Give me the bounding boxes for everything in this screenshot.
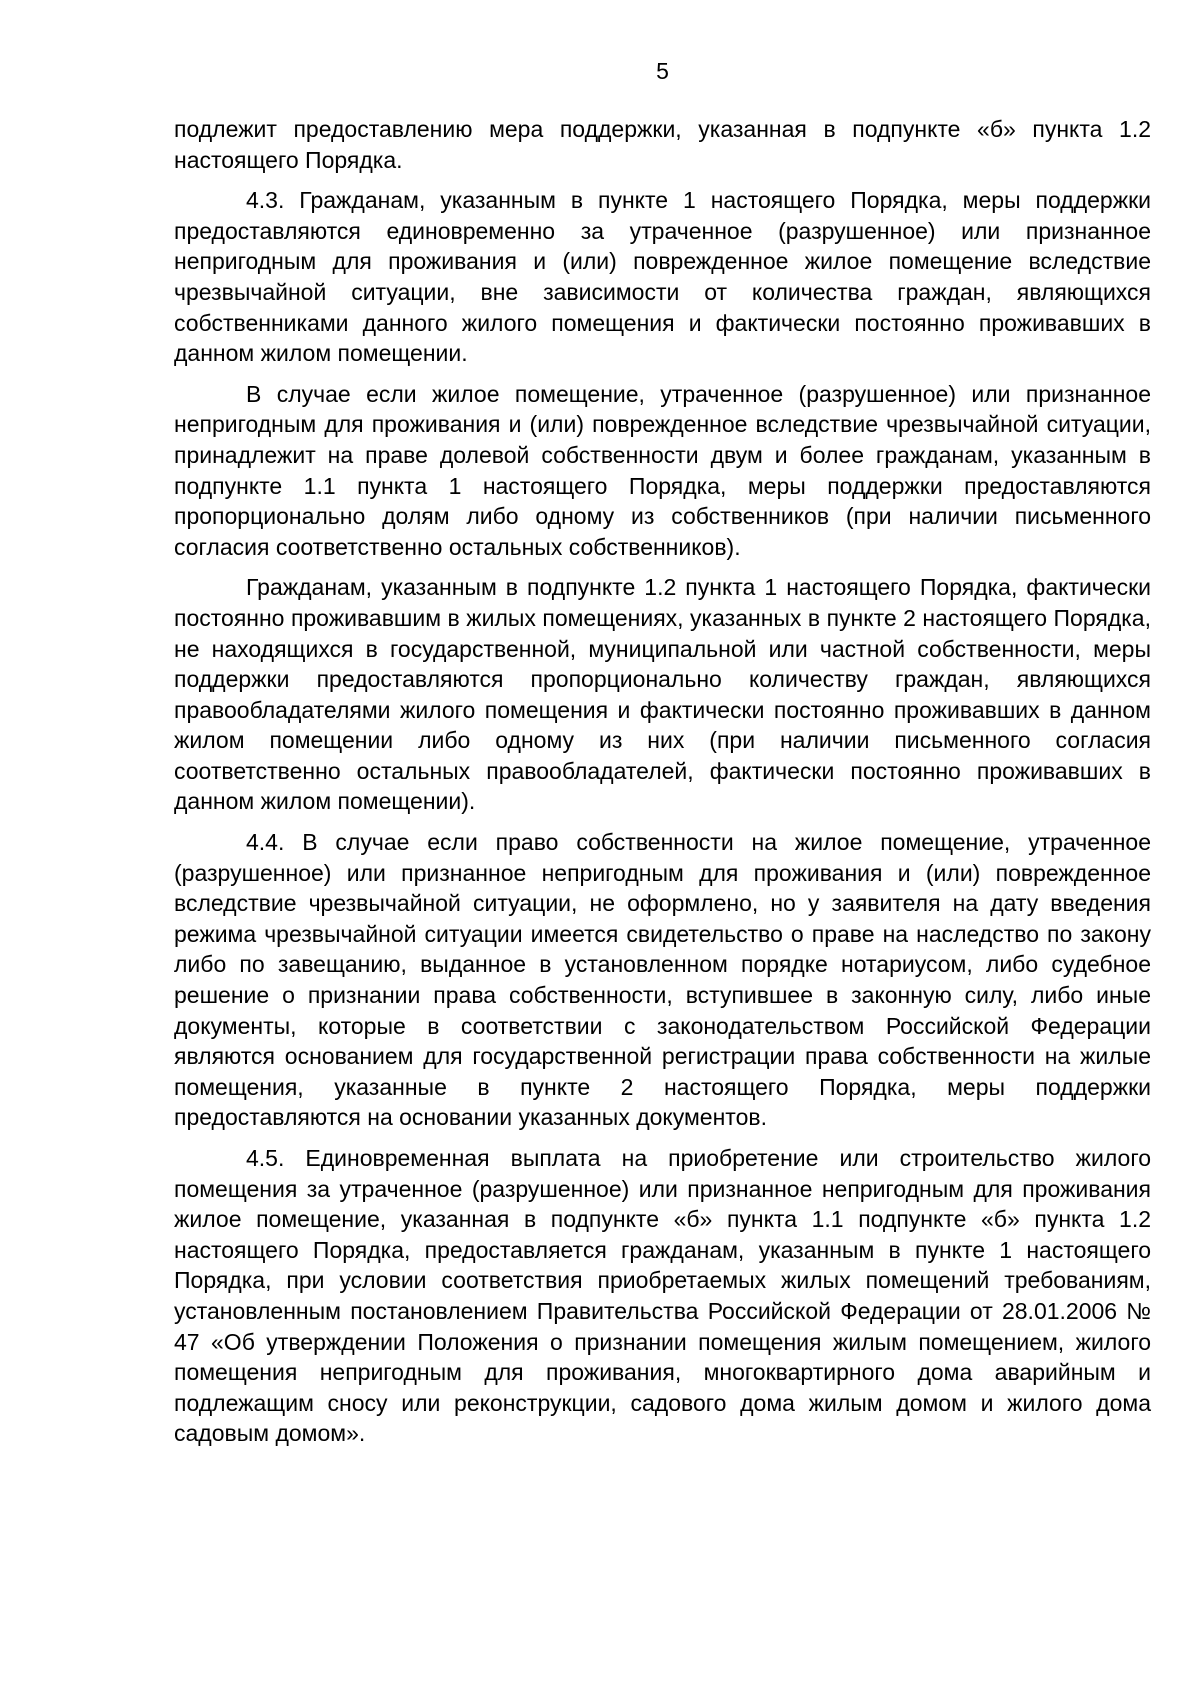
paragraph-4-5: 4.5. Единовременная выплата на приобретение или строительство жилого помещения за утраченное (разрушенное) или признанное непригодным для проживания жилое помещение, указанная в подпункте «б» пункта 1.1 подпункте «б» пункта 1.2 настоящего Порядка, предоставляется гражданам, указанным в пункте 1 настоящего Порядка, при условии соответствия приобретаемых жилых помещений требованиям, установленным постановлением Правительства Российской Федерации от 28.01.2006 № 47 «Об утверждении Положения о признании помещения жилым помещением, жилого помещения непригодным для проживания, многоквартирного дома аварийным и подлежащим сносу или реконструкции, садового дома жилым домом и жилого дома садовым домом».	[174, 1145, 1151, 1447]
paragraph-shared-ownership: В случае если жилое помещение, утраченное (разрушенное) или признанное непригодным для проживания и (или) поврежденное вследствие чрезвычайной ситуации, принадлежит на праве долевой собственности двум и более гражданам, указанным в подпункте 1.1 пункта 1 настоящего Порядка, меры поддержки предоставляются пропорционально долям либо одному из собственников (при наличии письменного согласия соответственно остальных собственников).	[174, 380, 1151, 560]
paragraph-4-3: 4.3. Гражданам, указанным в пункте 1 настоящего Порядка, меры поддержки предоставляются единовременно за утраченное (разрушенное) или признанное непригодным для проживания и (или) поврежденное жилое помещение вследствие чрезвычайной ситуации, вне зависимости от количества граждан, являющихся собственниками данного жилого помещения и фактически постоянно проживавших в данном жилом помещении.	[174, 187, 1151, 367]
paragraph-residents-1-2: Гражданам, указанным в подпункте 1.2 пункта 1 настоящего Порядка, фактически постоянно проживавшим в жилых помещениях, указанных в пункте 2 настоящего Порядка, не находящихся в государственной, муниципальной или частной собственности, меры поддержки предоставляются пропорционально количеству граждан, являющихся правообладателями жилого помещения и фактически постоянно проживавших в данном жилом помещении либо одному из них (при наличии письменного согласия соответственно остальных правообладателей, фактически постоянно проживавших в данном жилом помещении).	[174, 574, 1151, 815]
paragraph-4-4: 4.4. В случае если право собственности на жилое помещение, утраченное (разрушенное) или признанное непригодным для проживания и (или) поврежденное вследствие чрезвычайной ситуации, не оформлено, но у заявителя на дату введения режима чрезвычайной ситуации имеется свидетельство о праве на наследство по закону либо по завещанию, выданное в установленном порядке нотариусом, либо судебное решение о признании права собственности, вступившее в законную силу, либо иные документы, которые в соответствии с законодательством Российской Федерации являются основанием для государственной регистрации права собственности на жилые помещения, указанные в пункте 2 настоящего Порядка, меры поддержки предоставляются на основании указанных документов.	[174, 829, 1151, 1131]
page-number: 5	[656, 58, 669, 84]
paragraph-continuation: подлежит предоставлению мера поддержки, указанная в подпункте «б» пункта 1.2 настоящего Порядка.	[174, 116, 1151, 173]
document-body	[174, 114, 1151, 1459]
